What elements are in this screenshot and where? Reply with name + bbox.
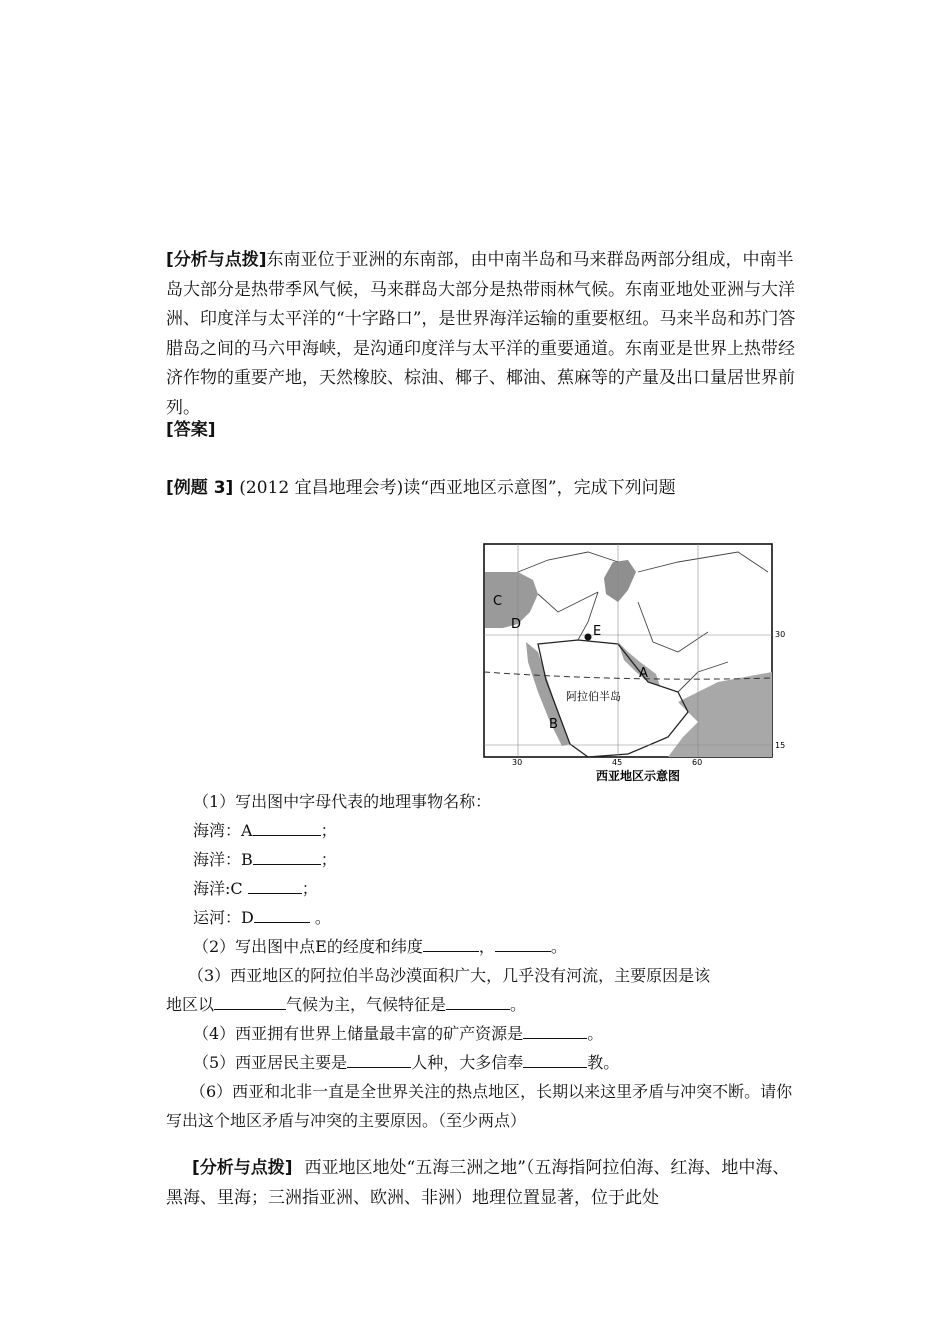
q3-blank-climate[interactable] xyxy=(214,991,286,1010)
q1d-label: 运河：D xyxy=(193,908,254,927)
answer-label: [答案] xyxy=(166,420,216,440)
example-text: (2012 宜昌地理会考)读“西亚地区示意图”，完成下列问题 xyxy=(239,478,676,498)
question-6: （6）西亚和北非一直是全世界关注的热点地区，长期以来这里矛盾与冲突不断。请你写出这个地区矛盾与冲突的主要原因。（至少两点） xyxy=(166,1082,793,1130)
map-letter-d: D xyxy=(511,617,522,632)
q4-suffix: 。 xyxy=(587,1024,604,1043)
q1d-suffix: 。 xyxy=(309,908,331,927)
west-asia-map xyxy=(478,532,798,787)
question-1: （1）写出图中字母代表的地理事物名称： xyxy=(193,792,492,811)
lat-label-15: 15 xyxy=(775,741,786,750)
q1b-blank[interactable] xyxy=(253,846,321,865)
q1c-label: 海洋:C xyxy=(193,879,248,898)
q3-blank-feature[interactable] xyxy=(446,991,510,1010)
question-4 xyxy=(193,1019,603,1048)
analysis2-text: 西亚地区地处“五海三洲之地”（五海指阿拉伯海、红海、地中海、黑海、里海；三洲指亚洲、欧洲、非洲）地理位置显著，位于此处 xyxy=(166,1158,790,1208)
q1a-suffix: ； xyxy=(320,821,337,840)
question-1a xyxy=(193,816,337,845)
q5-mid: 人种，大多信奉 xyxy=(411,1053,524,1072)
map-letter-b: B xyxy=(549,717,558,732)
q1c-blank[interactable] xyxy=(248,875,302,894)
lat-label-30: 30 xyxy=(775,630,786,639)
q2-text: （2）写出图中点E的经度和纬度 xyxy=(193,937,423,956)
peninsula-label: 阿拉伯半岛 xyxy=(566,690,621,703)
q2-blank-lon[interactable] xyxy=(423,933,479,952)
analysis-paragraph-2 xyxy=(166,1154,796,1213)
question-5 xyxy=(193,1048,619,1077)
question-1d xyxy=(193,903,331,932)
question-1b xyxy=(193,845,337,874)
q2-suffix: 。 xyxy=(550,937,567,956)
q5-blank-race[interactable] xyxy=(347,1049,411,1068)
q4-blank[interactable] xyxy=(523,1020,587,1039)
map-letter-a: A xyxy=(639,666,648,681)
map-caption: 西亚地区示意图 xyxy=(595,769,681,783)
q5-pre: （5）西亚居民主要是 xyxy=(193,1053,348,1072)
q2-sep: ， xyxy=(478,937,495,956)
q4-text: （4）西亚拥有世界上储量最丰富的矿产资源是 xyxy=(193,1024,524,1043)
q1a-label: 海湾：A xyxy=(193,821,253,840)
q3-mid: 气候为主，气候特征是 xyxy=(286,995,447,1014)
analysis-paragraph-1 xyxy=(166,246,796,423)
q1b-suffix: ； xyxy=(320,850,337,869)
map-letter-e: E xyxy=(593,624,602,639)
q5-blank-religion[interactable] xyxy=(523,1049,587,1068)
example-label: [例题 3] xyxy=(166,478,234,498)
map-letter-c: C xyxy=(493,594,503,609)
lon-label-45: 45 xyxy=(612,758,623,767)
question-2 xyxy=(193,932,567,961)
q3-suffix: 。 xyxy=(510,995,527,1014)
example-heading xyxy=(166,474,676,503)
analysis-label: [分析与点拨] xyxy=(166,250,267,270)
question-3-line1: （3）西亚地区的阿拉伯半岛沙漠面积广大，几乎没有河流，主要原因是该 xyxy=(188,966,711,985)
q2-blank-lat[interactable] xyxy=(495,933,551,952)
lon-label-30: 30 xyxy=(512,758,523,767)
question-1c xyxy=(193,874,318,903)
q1b-label: 海洋：B xyxy=(193,850,253,869)
question-3-line2 xyxy=(166,990,526,1019)
q3-pre: 地区以 xyxy=(166,995,215,1014)
q1d-blank[interactable] xyxy=(254,904,310,923)
analysis2-label: [分析与点拨] xyxy=(192,1158,293,1178)
q1c-suffix: ； xyxy=(301,879,318,898)
q1a-blank[interactable] xyxy=(253,817,321,836)
analysis-text: 东南亚位于亚洲的东南部，由中南半岛和马来群岛两部分组成，中南半岛大部分是热带季风气候，马来群岛大部分是热带雨林气候。东南亚地处亚洲与大洋洲、印度洋与太平洋的“十字路口”，是世界海洋运输的重要枢纽。马来半岛和苏门答腊岛之间的马六甲海峡，是沟通印度洋与太平洋的重要通道。东南亚是世界上热带经济作物的重要产地，天然橡胶、棕油、椰子、椰油、蕉麻等的产量及出口量居世界前列。 xyxy=(166,250,796,418)
lon-label-60: 60 xyxy=(692,758,703,767)
q5-suffix: 教。 xyxy=(587,1053,620,1072)
